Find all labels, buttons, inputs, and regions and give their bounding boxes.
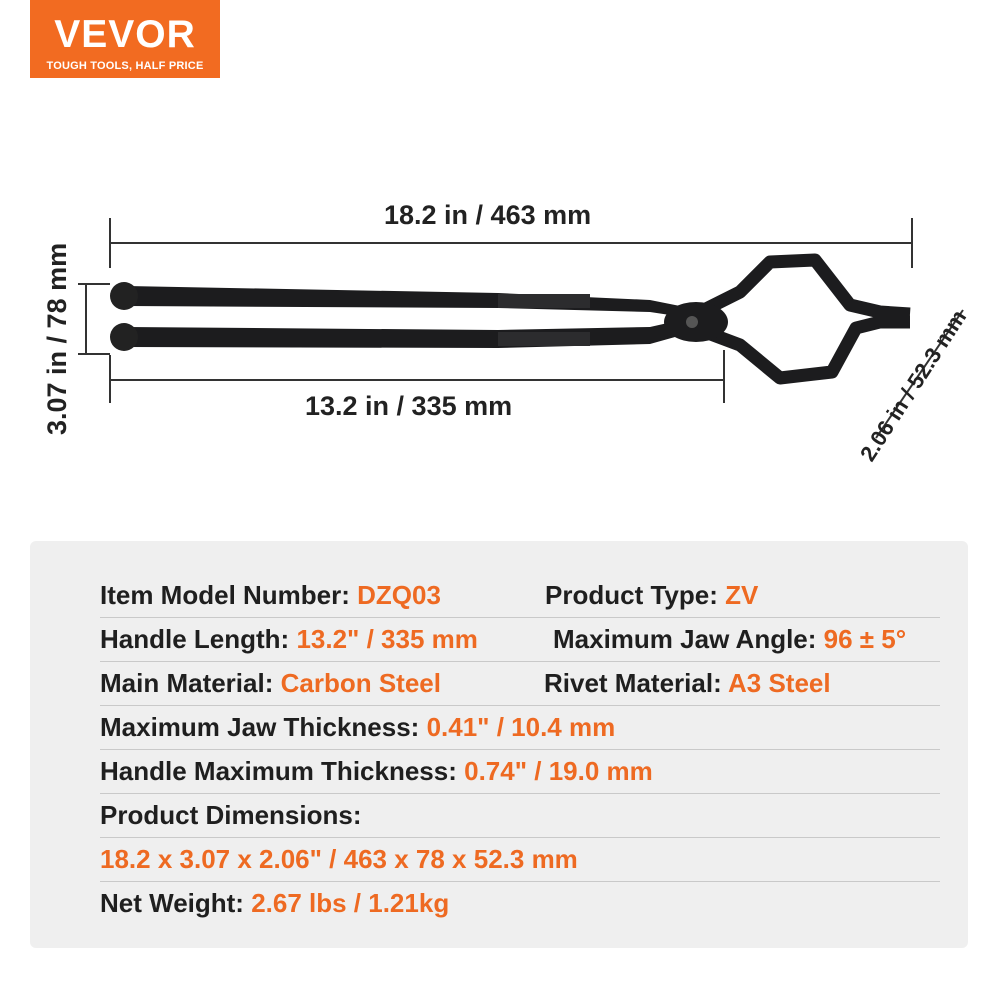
weight-label: Net Weight: [100, 888, 252, 918]
handle-length-label: 13.2 in / 335 mm [305, 391, 513, 421]
handle-length-spec-value: 13.2" / 335 mm [296, 624, 478, 654]
logo-brand: VEVOR [54, 13, 196, 56]
spec-row [100, 573, 940, 618]
dimensions-value: 18.2 x 3.07 x 2.06" / 463 x 78 x 52.3 mm [100, 844, 578, 874]
spec-row [100, 881, 940, 925]
jaw-thickness-value: 0.41" / 10.4 mm [426, 712, 616, 742]
rivet-label: Rivet Material: [544, 668, 728, 698]
specs-panel [30, 541, 968, 948]
total-length-label: 18.2 in / 463 mm [384, 200, 592, 230]
material-label: Main Material: [100, 668, 281, 698]
jaw-width-label: 2.06 in / 52.3 mm [855, 305, 972, 466]
spec-row [100, 705, 940, 750]
spec-row [100, 661, 940, 706]
dimensions-label: Product Dimensions: [100, 800, 362, 830]
model-label: Item Model Number: [100, 580, 358, 610]
type-value: ZV [725, 580, 759, 610]
spec-row [100, 749, 940, 794]
jaw-thickness-label: Maximum Jaw Thickness: [100, 712, 427, 742]
jaw-angle-value: 96 ± 5° [823, 624, 907, 654]
handle-length-spec-label: Handle Length: [100, 624, 297, 654]
material-value: Carbon Steel [280, 668, 441, 698]
logo-tagline: TOUGH TOOLS, HALF PRICE [46, 60, 204, 72]
rivet-value: A3 Steel [727, 668, 831, 698]
tongs-handles [110, 282, 700, 351]
spec-row [100, 617, 940, 662]
type-label: Product Type: [545, 580, 726, 610]
spec-row [100, 837, 940, 882]
handle-thickness-label: Handle Maximum Thickness: [100, 756, 465, 786]
handle-thickness-value: 0.74" / 19.0 mm [464, 756, 653, 786]
weight-value: 2.67 lbs / 1.21kg [251, 888, 450, 918]
rivet-icon [686, 316, 698, 328]
model-value: DZQ03 [357, 580, 441, 610]
spec-row [100, 793, 940, 838]
height-label: 3.07 in / 78 mm [42, 242, 72, 435]
tongs-jaws [700, 260, 910, 378]
jaw-angle-label: Maximum Jaw Angle: [553, 624, 824, 654]
